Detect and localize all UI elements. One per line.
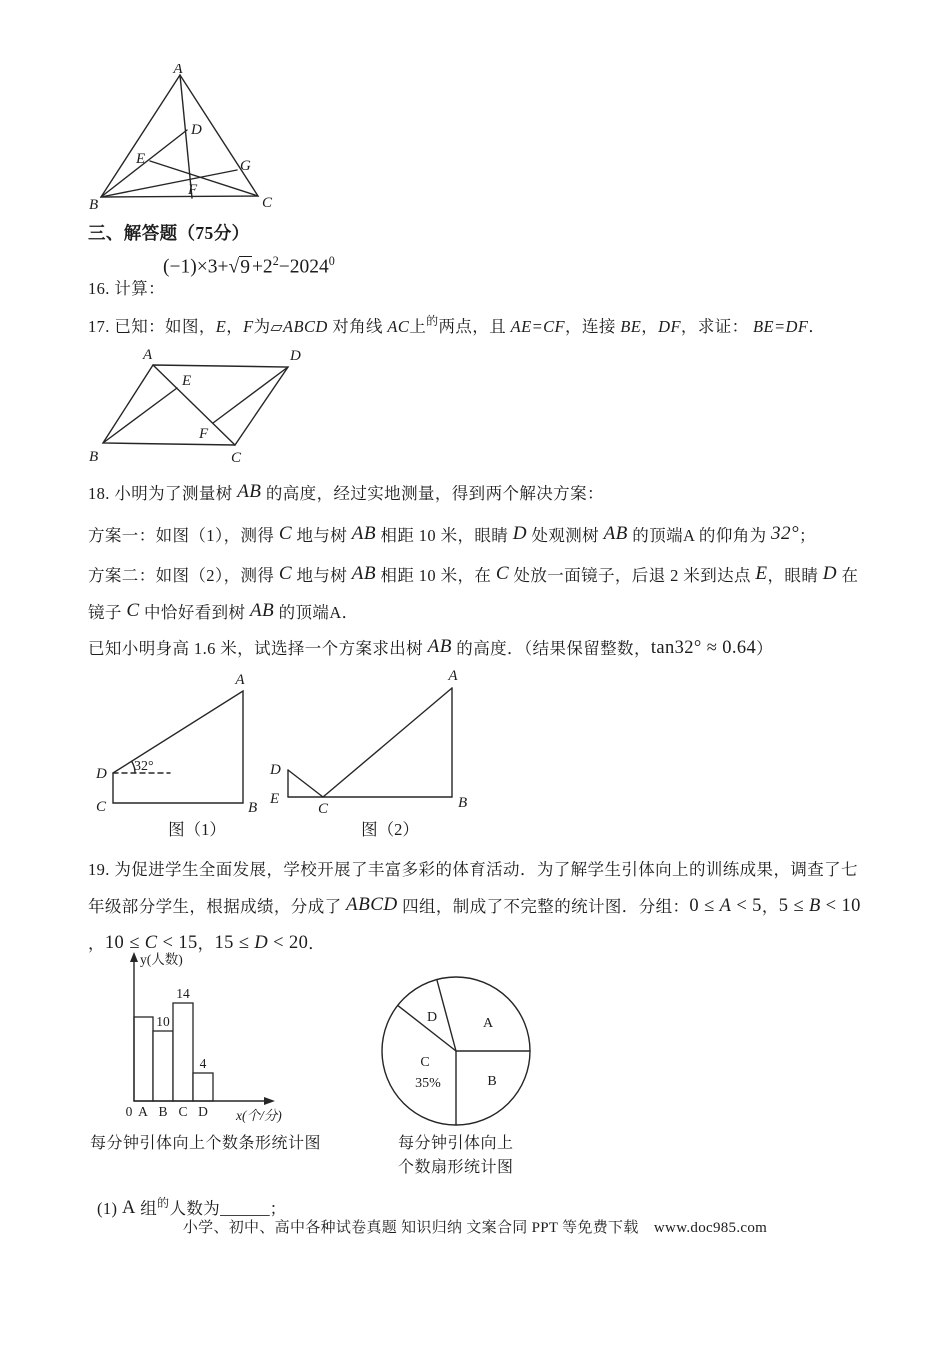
triangle-figure — [88, 64, 278, 214]
page-footer: 小学、初中、高中各种试卷真题 知识归纳 文案合同 PPT 等免费下载 www.doc985.com — [182, 1220, 768, 1236]
p19-question-1: (1) A 组$^的$人数为______； — [97, 1196, 287, 1218]
vertex-label-b: B — [248, 800, 258, 816]
p17-text: 17. 已知：如图，E，F为▱ABCD 对角线 AC上$^的$两点，且 AE=CF，连接 BE，DF，求证： BE=DF． — [88, 314, 826, 336]
sqrt-sign: √ — [228, 256, 240, 278]
pie-radius-line — [437, 980, 456, 1052]
vertex-label-b: B — [458, 795, 468, 811]
vertex-label-f: F — [188, 182, 198, 198]
section-header: 三、解答题（75分） — [88, 223, 250, 243]
bar-B — [153, 1031, 173, 1101]
figure1-outline — [113, 691, 243, 803]
x-axis-arrow — [264, 1097, 275, 1105]
p18-mirror: 镜子 C 中恰好看到树 AB 的顶端A． — [88, 600, 359, 622]
sight-ac — [323, 688, 452, 797]
sight-dc — [288, 770, 323, 797]
p18-known: 已知小明身高 1.6 米，试选择一个方案求出树 AB 的高度．（结果保留整数，tan32° ≈ 0.64） — [88, 636, 774, 658]
y-axis-arrow — [130, 952, 138, 962]
formula-exponent: 0 — [328, 254, 335, 268]
figure2-caption: 图（2） — [361, 820, 419, 839]
vertex-label-a: A — [143, 347, 153, 363]
vertex-label-g: G — [240, 158, 251, 174]
segment-be — [103, 388, 177, 443]
p19-line2: 年级部分学生，根据成绩，分成了 ABCD 四组，制成了不完整的统计图．分组：0 ≤ A < 5，5 ≤ B < 10 — [88, 894, 861, 916]
tick-d: D — [198, 1104, 208, 1119]
vertex-label-a: A — [173, 64, 183, 77]
p18-plan2: 方案二：如图（2），测得 C 地与树 AB 相距 10 米，在 C 处放一面镜子，后退 2 米到达点 E，眼睛 D 在 — [88, 563, 859, 585]
pie-label-d: D — [426, 1010, 438, 1025]
vertex-label-e: E — [270, 791, 280, 807]
vertex-label-c: C — [317, 801, 329, 817]
bar-value-c: 14 — [176, 986, 190, 1001]
vertex-label-b: B — [89, 197, 99, 213]
formula-part: +2 — [251, 256, 273, 278]
vertex-label-c: C — [96, 799, 107, 815]
pie-label-c: C — [420, 1055, 430, 1070]
formula-part: (−1)×3+ — [163, 256, 229, 278]
parallelogram-figure — [85, 345, 305, 470]
p16-formula — [163, 254, 335, 279]
pie-chart-caption-line1: 每分钟引体向上 — [398, 1135, 514, 1152]
pie-label-a: A — [482, 1016, 494, 1031]
angle-label: 32° — [134, 759, 154, 774]
bar-D — [193, 1073, 213, 1101]
pie-chart-caption-line2: 个数扇形统计图 — [398, 1159, 514, 1176]
segment-df — [213, 367, 288, 423]
tick-b: B — [158, 1104, 168, 1119]
x-axis-label: x(个/分) — [236, 1108, 282, 1123]
tick-a: A — [138, 1104, 148, 1119]
parallelogram-sides — [103, 365, 288, 445]
pie-chart — [370, 965, 570, 1135]
vertex-label-d: D — [270, 762, 281, 778]
bar-C — [173, 1003, 193, 1101]
vertex-label-e: E — [182, 373, 192, 389]
segment-bg — [101, 170, 237, 197]
p18-line1: 18. 小明为了测量树 AB 的高度，经过实地测量，得到两个解决方案： — [88, 481, 604, 503]
bar-value-d: 4 — [199, 1056, 207, 1071]
formula-part: −2024 — [278, 256, 329, 278]
y-axis-label: y(人数) — [140, 952, 183, 967]
figure-1 — [90, 662, 270, 822]
pie-label-c-percent: 35% — [415, 1076, 441, 1091]
formula-exponent: 2 — [272, 254, 279, 268]
p19-line3: ，10 ≤ C < 15，15 ≤ D < 20． — [88, 932, 326, 953]
figure1-caption: 图（1） — [168, 820, 226, 839]
pie-label-b: B — [487, 1074, 497, 1089]
p16-label: 16. 计算： — [88, 279, 166, 298]
bar-chart-caption: 每分钟引体向上个数条形统计图 — [90, 1135, 322, 1152]
p19-line1: 19. 为促进学生全面发展，学校开展了丰富多彩的体育活动．为了解学生引体向上的训练成果，调查了七 — [88, 860, 858, 879]
vertex-label-a: A — [448, 668, 458, 684]
figure-2 — [268, 662, 478, 822]
origin-tick: 0 — [125, 1104, 133, 1119]
vertex-label-e: E — [136, 151, 146, 167]
sqrt-radicand: 9 — [240, 256, 250, 278]
vertex-label-c: C — [262, 195, 273, 211]
bar-value-b: 10 — [156, 1014, 170, 1029]
bar-A — [134, 1017, 153, 1101]
vertex-label-b: B — [89, 449, 99, 465]
vertex-label-f: F — [199, 426, 209, 442]
vertex-label-a: A — [235, 672, 245, 688]
tick-c: C — [178, 1104, 188, 1119]
bar-group — [134, 1003, 213, 1101]
vertex-label-c: C — [231, 450, 242, 466]
vertex-label-d: D — [290, 348, 301, 364]
vertex-label-d: D — [96, 766, 107, 782]
p18-plan1: 方案一：如图（1），测得 C 地与树 AB 相距 10 米，眼睛 D 处观测树 AB 的顶端A 的仰角为 32°； — [88, 523, 816, 545]
diagonal-ac — [153, 365, 235, 445]
vertex-label-d: D — [191, 122, 202, 138]
bar-chart — [88, 948, 338, 1133]
